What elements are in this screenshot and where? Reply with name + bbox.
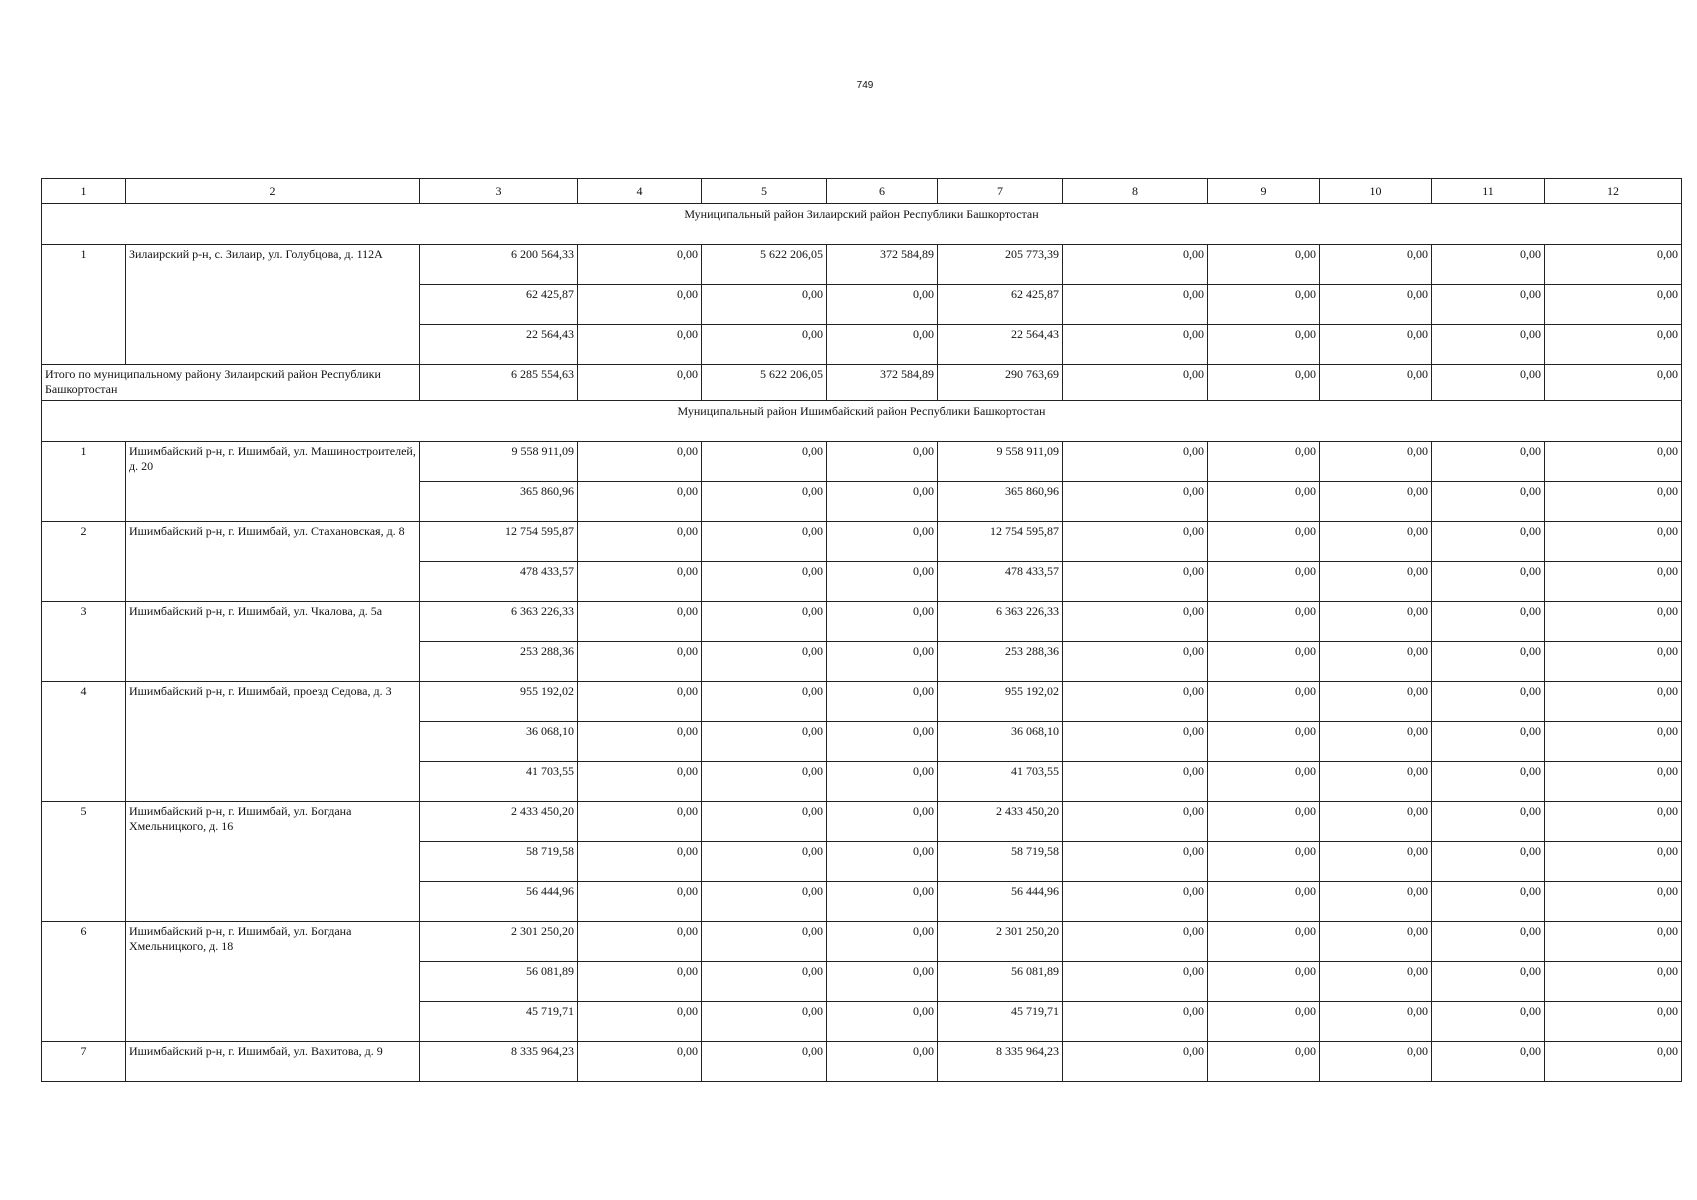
value-cell: 0,00 <box>827 642 938 682</box>
value-cell: 6 363 226,33 <box>420 602 578 642</box>
value-cell: 0,00 <box>702 962 827 1002</box>
value-cell: 0,00 <box>578 722 702 762</box>
row-number: 4 <box>42 682 126 802</box>
header-row <box>42 179 1682 204</box>
address-cell: Ишимбайский р-н, г. Ишимбай, ул. Богдана Хмельницкого, д. 18 <box>126 922 420 1042</box>
total-value-cell: 372 584,89 <box>827 365 938 401</box>
value-cell: 6 363 226,33 <box>938 602 1063 642</box>
section-header-row <box>42 401 1682 442</box>
value-cell: 0,00 <box>1432 245 1545 285</box>
value-cell: 0,00 <box>1063 562 1208 602</box>
value-cell: 0,00 <box>1432 842 1545 882</box>
value-cell: 0,00 <box>1545 642 1682 682</box>
value-cell: 56 081,89 <box>938 962 1063 1002</box>
value-cell: 0,00 <box>578 442 702 482</box>
value-cell: 0,00 <box>1208 325 1320 365</box>
value-cell: 9 558 911,09 <box>938 442 1063 482</box>
value-cell: 0,00 <box>702 285 827 325</box>
row-number: 7 <box>42 1042 126 1082</box>
value-cell: 0,00 <box>1320 522 1432 562</box>
column-header: 3 <box>420 179 578 204</box>
value-cell: 0,00 <box>1432 922 1545 962</box>
value-cell: 0,00 <box>1208 882 1320 922</box>
value-cell: 0,00 <box>1208 682 1320 722</box>
value-cell: 56 444,96 <box>420 882 578 922</box>
total-row <box>42 365 1682 401</box>
value-cell: 0,00 <box>1320 442 1432 482</box>
value-cell: 0,00 <box>1063 482 1208 522</box>
value-cell: 955 192,02 <box>420 682 578 722</box>
value-cell: 0,00 <box>1320 882 1432 922</box>
data-table <box>41 178 1682 1082</box>
value-cell: 45 719,71 <box>938 1002 1063 1042</box>
value-cell: 0,00 <box>1320 722 1432 762</box>
value-cell: 0,00 <box>1063 882 1208 922</box>
value-cell: 0,00 <box>702 442 827 482</box>
value-cell: 0,00 <box>827 722 938 762</box>
column-header: 4 <box>578 179 702 204</box>
column-header: 1 <box>42 179 126 204</box>
value-cell: 0,00 <box>1063 1042 1208 1082</box>
value-cell: 0,00 <box>1432 682 1545 722</box>
address-cell: Ишимбайский р-н, г. Ишимбай, ул. Стахановская, д. 8 <box>126 522 420 602</box>
table-row <box>42 802 1682 842</box>
value-cell: 0,00 <box>1432 882 1545 922</box>
address-cell: Ишимбайский р-н, г. Ишимбай, проезд Седова, д. 3 <box>126 682 420 802</box>
value-cell: 0,00 <box>1545 325 1682 365</box>
value-cell: 0,00 <box>702 882 827 922</box>
value-cell: 0,00 <box>1063 1002 1208 1042</box>
value-cell: 8 335 964,23 <box>938 1042 1063 1082</box>
value-cell: 0,00 <box>827 442 938 482</box>
value-cell: 0,00 <box>1432 325 1545 365</box>
value-cell: 0,00 <box>1545 722 1682 762</box>
value-cell: 0,00 <box>1208 602 1320 642</box>
row-number: 2 <box>42 522 126 602</box>
value-cell: 0,00 <box>578 245 702 285</box>
value-cell: 0,00 <box>702 562 827 602</box>
column-header: 6 <box>827 179 938 204</box>
value-cell: 365 860,96 <box>938 482 1063 522</box>
page-number: 749 <box>856 80 874 91</box>
total-value-cell: 6 285 554,63 <box>420 365 578 401</box>
value-cell: 0,00 <box>702 522 827 562</box>
column-header: 12 <box>1545 179 1682 204</box>
value-cell: 0,00 <box>1208 962 1320 1002</box>
value-cell: 0,00 <box>1432 522 1545 562</box>
total-value-cell: 0,00 <box>578 365 702 401</box>
value-cell: 0,00 <box>702 682 827 722</box>
value-cell: 45 719,71 <box>420 1002 578 1042</box>
value-cell: 0,00 <box>1320 325 1432 365</box>
value-cell: 0,00 <box>1208 922 1320 962</box>
value-cell: 0,00 <box>827 325 938 365</box>
value-cell: 0,00 <box>1320 482 1432 522</box>
value-cell: 0,00 <box>1545 522 1682 562</box>
value-cell: 0,00 <box>1545 1042 1682 1082</box>
value-cell: 0,00 <box>1208 802 1320 842</box>
value-cell: 0,00 <box>578 682 702 722</box>
value-cell: 0,00 <box>578 562 702 602</box>
value-cell: 2 433 450,20 <box>420 802 578 842</box>
value-cell: 56 081,89 <box>420 962 578 1002</box>
value-cell: 0,00 <box>827 522 938 562</box>
value-cell: 6 200 564,33 <box>420 245 578 285</box>
total-value-cell: 0,00 <box>1320 365 1432 401</box>
value-cell: 0,00 <box>1545 1002 1682 1042</box>
value-cell: 0,00 <box>1320 1002 1432 1042</box>
table-row <box>42 245 1682 285</box>
value-cell: 0,00 <box>1320 962 1432 1002</box>
value-cell: 0,00 <box>1545 962 1682 1002</box>
value-cell: 0,00 <box>1063 922 1208 962</box>
value-cell: 0,00 <box>1063 285 1208 325</box>
value-cell: 0,00 <box>578 922 702 962</box>
value-cell: 0,00 <box>578 642 702 682</box>
value-cell: 0,00 <box>1545 285 1682 325</box>
value-cell: 478 433,57 <box>938 562 1063 602</box>
value-cell: 0,00 <box>1320 842 1432 882</box>
value-cell: 0,00 <box>702 325 827 365</box>
value-cell: 0,00 <box>827 1042 938 1082</box>
address-cell: Ишимбайский р-н, г. Ишимбай, ул. Вахитова, д. 9 <box>126 1042 420 1082</box>
value-cell: 0,00 <box>702 602 827 642</box>
value-cell: 0,00 <box>1320 285 1432 325</box>
value-cell: 58 719,58 <box>938 842 1063 882</box>
address-cell: Ишимбайский р-н, г. Ишимбай, ул. Богдана Хмельницкого, д. 16 <box>126 802 420 922</box>
value-cell: 0,00 <box>1432 762 1545 802</box>
value-cell: 0,00 <box>827 562 938 602</box>
address-cell: Ишимбайский р-н, г. Ишимбай, ул. Чкалова, д. 5а <box>126 602 420 682</box>
row-number: 3 <box>42 602 126 682</box>
table-row <box>42 522 1682 562</box>
value-cell: 12 754 595,87 <box>938 522 1063 562</box>
total-value-cell: 290 763,69 <box>938 365 1063 401</box>
value-cell: 0,00 <box>1432 802 1545 842</box>
value-cell: 0,00 <box>1432 562 1545 602</box>
value-cell: 0,00 <box>578 602 702 642</box>
value-cell: 0,00 <box>1208 1042 1320 1082</box>
value-cell: 8 335 964,23 <box>420 1042 578 1082</box>
value-cell: 0,00 <box>1545 442 1682 482</box>
column-header: 2 <box>126 179 420 204</box>
value-cell: 0,00 <box>827 922 938 962</box>
value-cell: 0,00 <box>578 1042 702 1082</box>
value-cell: 0,00 <box>1320 682 1432 722</box>
value-cell: 0,00 <box>578 522 702 562</box>
value-cell: 372 584,89 <box>827 245 938 285</box>
value-cell: 0,00 <box>1208 842 1320 882</box>
value-cell: 0,00 <box>1545 922 1682 962</box>
value-cell: 0,00 <box>578 482 702 522</box>
value-cell: 0,00 <box>1063 762 1208 802</box>
table-row <box>42 602 1682 642</box>
total-value-cell: 0,00 <box>1063 365 1208 401</box>
value-cell: 0,00 <box>827 602 938 642</box>
value-cell: 0,00 <box>1432 642 1545 682</box>
value-cell: 0,00 <box>1545 602 1682 642</box>
value-cell: 0,00 <box>1063 602 1208 642</box>
value-cell: 2 433 450,20 <box>938 802 1063 842</box>
column-header: 7 <box>938 179 1063 204</box>
value-cell: 0,00 <box>1545 245 1682 285</box>
value-cell: 62 425,87 <box>420 285 578 325</box>
value-cell: 0,00 <box>1320 922 1432 962</box>
value-cell: 56 444,96 <box>938 882 1063 922</box>
value-cell: 0,00 <box>702 802 827 842</box>
table-row <box>42 682 1682 722</box>
value-cell: 0,00 <box>827 802 938 842</box>
value-cell: 0,00 <box>1208 442 1320 482</box>
value-cell: 0,00 <box>1320 642 1432 682</box>
value-cell: 0,00 <box>1063 842 1208 882</box>
section-header-row <box>42 204 1682 245</box>
value-cell: 0,00 <box>1432 442 1545 482</box>
total-value-cell: 5 622 206,05 <box>702 365 827 401</box>
value-cell: 478 433,57 <box>420 562 578 602</box>
column-header: 10 <box>1320 179 1432 204</box>
value-cell: 253 288,36 <box>420 642 578 682</box>
value-cell: 365 860,96 <box>420 482 578 522</box>
value-cell: 0,00 <box>1432 285 1545 325</box>
value-cell: 22 564,43 <box>938 325 1063 365</box>
row-number: 1 <box>42 245 126 365</box>
value-cell: 0,00 <box>1063 642 1208 682</box>
value-cell: 0,00 <box>1208 522 1320 562</box>
value-cell: 0,00 <box>702 762 827 802</box>
value-cell: 0,00 <box>578 802 702 842</box>
value-cell: 12 754 595,87 <box>420 522 578 562</box>
value-cell: 0,00 <box>1063 245 1208 285</box>
value-cell: 0,00 <box>702 722 827 762</box>
value-cell: 41 703,55 <box>938 762 1063 802</box>
value-cell: 0,00 <box>1063 722 1208 762</box>
value-cell: 0,00 <box>1432 962 1545 1002</box>
table-row <box>42 1042 1682 1082</box>
value-cell: 0,00 <box>578 285 702 325</box>
value-cell: 0,00 <box>827 882 938 922</box>
value-cell: 0,00 <box>578 1002 702 1042</box>
value-cell: 0,00 <box>1208 722 1320 762</box>
value-cell: 0,00 <box>1320 1042 1432 1082</box>
table-row <box>42 922 1682 962</box>
section-title: Муниципальный район Ишимбайский район Республики Башкортостан <box>42 401 1682 442</box>
column-header: 9 <box>1208 179 1320 204</box>
value-cell: 0,00 <box>578 842 702 882</box>
value-cell: 0,00 <box>1545 762 1682 802</box>
value-cell: 0,00 <box>578 962 702 1002</box>
value-cell: 0,00 <box>1545 882 1682 922</box>
section-title: Муниципальный район Зилаирский район Республики Башкортостан <box>42 204 1682 245</box>
value-cell: 0,00 <box>827 842 938 882</box>
value-cell: 2 301 250,20 <box>420 922 578 962</box>
value-cell: 0,00 <box>578 325 702 365</box>
value-cell: 205 773,39 <box>938 245 1063 285</box>
value-cell: 0,00 <box>1545 482 1682 522</box>
value-cell: 0,00 <box>1320 245 1432 285</box>
value-cell: 0,00 <box>1208 245 1320 285</box>
value-cell: 0,00 <box>702 482 827 522</box>
value-cell: 0,00 <box>1208 285 1320 325</box>
value-cell: 0,00 <box>1432 602 1545 642</box>
value-cell: 0,00 <box>578 882 702 922</box>
value-cell: 0,00 <box>1063 325 1208 365</box>
address-cell: Ишимбайский р-н, г. Ишимбай, ул. Машиностроителей, д. 20 <box>126 442 420 522</box>
value-cell: 0,00 <box>1432 482 1545 522</box>
value-cell: 0,00 <box>702 1042 827 1082</box>
value-cell: 58 719,58 <box>420 842 578 882</box>
value-cell: 0,00 <box>827 482 938 522</box>
value-cell: 253 288,36 <box>938 642 1063 682</box>
value-cell: 5 622 206,05 <box>702 245 827 285</box>
value-cell: 0,00 <box>1432 1042 1545 1082</box>
column-header: 11 <box>1432 179 1545 204</box>
value-cell: 0,00 <box>702 642 827 682</box>
value-cell: 0,00 <box>1208 1002 1320 1042</box>
value-cell: 0,00 <box>827 682 938 722</box>
value-cell: 0,00 <box>827 1002 938 1042</box>
table-row <box>42 442 1682 482</box>
value-cell: 0,00 <box>1063 522 1208 562</box>
value-cell: 0,00 <box>1432 722 1545 762</box>
row-number: 6 <box>42 922 126 1042</box>
value-cell: 0,00 <box>827 762 938 802</box>
value-cell: 36 068,10 <box>938 722 1063 762</box>
value-cell: 9 558 911,09 <box>420 442 578 482</box>
value-cell: 62 425,87 <box>938 285 1063 325</box>
value-cell: 0,00 <box>1320 762 1432 802</box>
value-cell: 0,00 <box>1320 562 1432 602</box>
value-cell: 0,00 <box>1208 762 1320 802</box>
address-cell: Зилаирский р-н, с. Зилаир, ул. Голубцова, д. 112А <box>126 245 420 365</box>
column-header: 5 <box>702 179 827 204</box>
value-cell: 0,00 <box>1208 482 1320 522</box>
value-cell: 0,00 <box>1320 602 1432 642</box>
value-cell: 0,00 <box>1545 802 1682 842</box>
value-cell: 36 068,10 <box>420 722 578 762</box>
total-value-cell: 0,00 <box>1545 365 1682 401</box>
row-number: 5 <box>42 802 126 922</box>
value-cell: 0,00 <box>1545 682 1682 722</box>
value-cell: 0,00 <box>1063 442 1208 482</box>
column-header: 8 <box>1063 179 1208 204</box>
total-label: Итого по муниципальному району Зилаирский район Республики Башкортостан <box>42 365 420 401</box>
value-cell: 0,00 <box>1545 842 1682 882</box>
value-cell: 0,00 <box>578 762 702 802</box>
value-cell: 41 703,55 <box>420 762 578 802</box>
value-cell: 0,00 <box>1063 682 1208 722</box>
value-cell: 0,00 <box>1320 802 1432 842</box>
value-cell: 0,00 <box>1432 1002 1545 1042</box>
value-cell: 0,00 <box>1208 642 1320 682</box>
value-cell: 0,00 <box>1545 562 1682 602</box>
value-cell: 22 564,43 <box>420 325 578 365</box>
value-cell: 0,00 <box>702 842 827 882</box>
total-value-cell: 0,00 <box>1208 365 1320 401</box>
value-cell: 0,00 <box>1063 802 1208 842</box>
value-cell: 2 301 250,20 <box>938 922 1063 962</box>
value-cell: 0,00 <box>827 285 938 325</box>
value-cell: 0,00 <box>1208 562 1320 602</box>
value-cell: 0,00 <box>827 962 938 1002</box>
value-cell: 0,00 <box>702 922 827 962</box>
value-cell: 0,00 <box>1063 962 1208 1002</box>
row-number: 1 <box>42 442 126 522</box>
value-cell: 955 192,02 <box>938 682 1063 722</box>
total-value-cell: 0,00 <box>1432 365 1545 401</box>
value-cell: 0,00 <box>702 1002 827 1042</box>
